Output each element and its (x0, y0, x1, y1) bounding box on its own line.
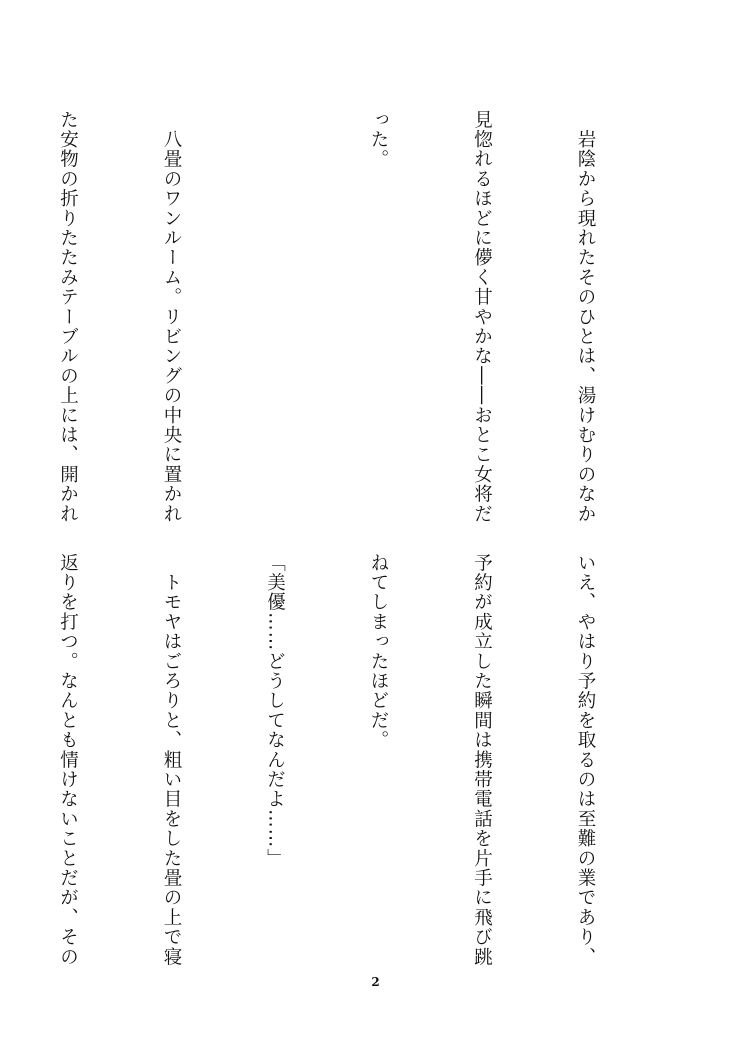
text-line: 予約が成立した瞬間は携帯電話を片手に飛び跳 (471, 553, 493, 967)
lower-text-block (0, 553, 671, 967)
text-line: た安物の折りたたみテーブルの上には、開かれ (57, 110, 79, 524)
empty-line (257, 110, 292, 535)
text-line: ねてしまったほどだ。 (368, 553, 389, 750)
text-line: 見惚れるほどに儚く甘やかな――おとこ女将だ (471, 110, 493, 524)
text-line: いえ、やはり予約を取るのは至難の業であり、 (575, 553, 596, 967)
text-line: 返りを打つ。なんとも情けないことだが、その (57, 553, 79, 967)
text-line: った。 (368, 110, 389, 170)
dialogue-line: 「美優……どうしてなんだよ……」 (264, 553, 286, 869)
text-line: 岩陰から現れたそのひとは、湯けむりのなか (575, 110, 596, 524)
text-line: トモヤはごろりと、粗い目をした畳の上で寝 (161, 553, 182, 967)
upper-text-block (0, 110, 671, 535)
text-line: 八畳のワンルーム。リビングの中央に置かれ (161, 110, 182, 524)
page-number: 2 (371, 975, 380, 989)
